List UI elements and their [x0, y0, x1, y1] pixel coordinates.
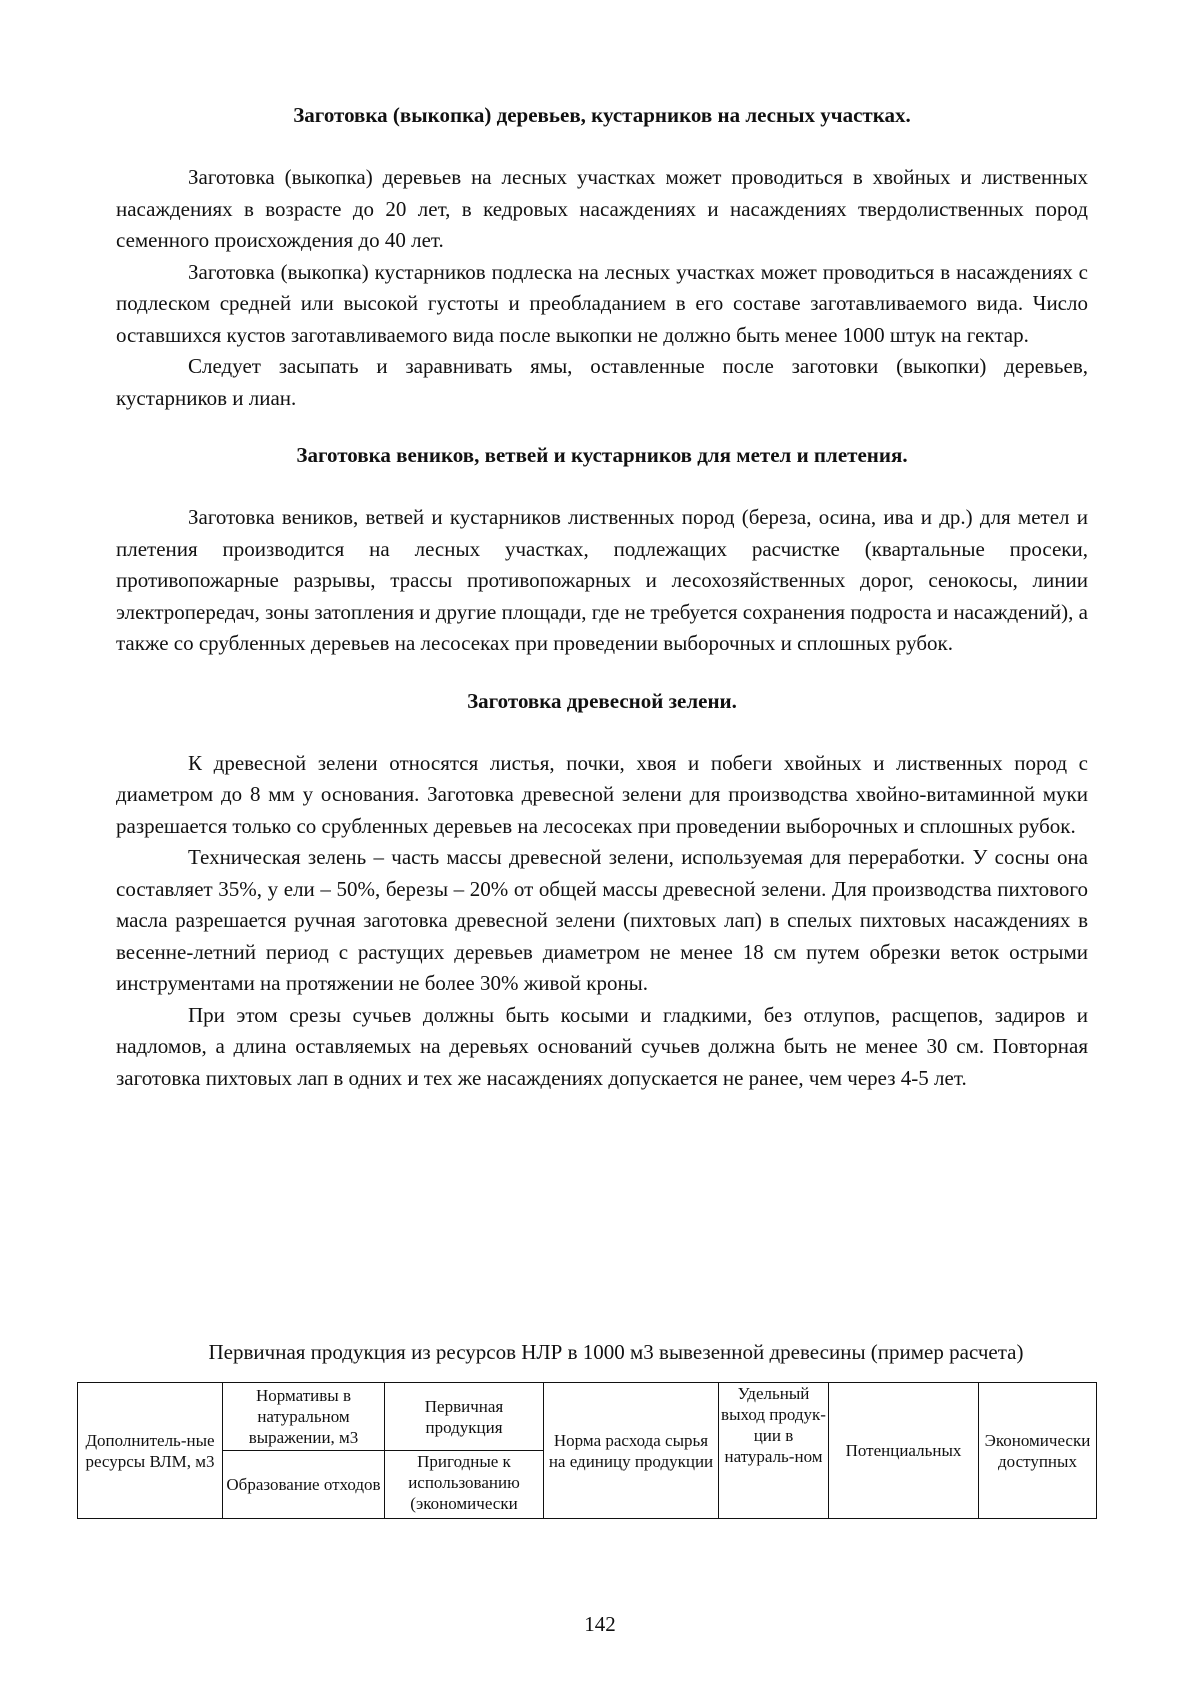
header-usable-text: Пригодные к использованию (экономически — [408, 1452, 520, 1513]
header-consumption-rate: Норма расхода сырья на единицу продукции — [544, 1383, 719, 1519]
header-waste-formation: Образование отходов — [223, 1451, 385, 1519]
section-heading-greenery: Заготовка древесной зелени. — [467, 688, 737, 713]
paragraph: Следует засыпать и заравнивать ямы, оставленные после заготовки (выкопки) деревьев, кустарников и лиан. — [116, 354, 1088, 410]
header-economically-available: Экономически доступных — [979, 1383, 1097, 1519]
paragraph: При этом срезы сучьев должны быть косыми и гладкими, без отлупов, расщепов, задиров и надломов, а длина оставляемых на деревьях оснований сучьев должна быть не менее 30 см. Повторная заготовка пихтовых лап в одних и тех же насаждениях допускается не ранее, чем через 4-5 лет. — [116, 1002, 1088, 1090]
paragraph: К древесной зелени относятся листья, почки, хвоя и побеги хвойных и лиственных пород с диаметром до 8 мм у основания. Заготовка древесной зелени для производства хвойно-витаминной муки разрешается только со срубленных деревьев на лесосеках при проведении выборочных и сплошных рубок. — [116, 750, 1088, 838]
paragraph: Заготовка (выкопка) деревьев на лесных участках может проводиться в хвойных и лиственных насаждениях в возрасте до 20 лет, в кедровых насаждениях и насаждениях твердолиственных пород семенного происхождения до 40 лет. — [116, 165, 1088, 252]
section-heading-tree-digging: Заготовка (выкопка) деревьев, кустарников на лесных участках. — [293, 103, 911, 127]
paragraph: Заготовка веников, ветвей и кустарников лиственных пород (береза, осина, ива и др.) для метел и плетения производится на лесных участках, подлежащих расчистке (квартальные просеки, противопожарные разрывы, трассы противопожарных и лесохозяйственных дорог, сенокосы, линии электропередач, зоны затопления и другие площади, где не требуется сохранения подроста и насаждений), а также со срубленных деревьев на лесосеках при проведении выборочных и сплошных рубок. — [116, 505, 1088, 655]
section-heading-brooms: Заготовка веников, ветвей и кустарников для метел и плетения. — [296, 443, 908, 467]
header-usable — [385, 1451, 544, 1519]
header-specific-yield-text: Удельный выход продук-ции в натураль-ном — [721, 1384, 826, 1466]
header-primary-product: Первичная продукция — [385, 1383, 544, 1451]
header-norms: Нормативы в натуральном выражении, м3 — [223, 1383, 385, 1451]
paragraph: Техническая зелень – часть массы древесной зелени, используемая для переработки. У сосны она составляет 35%, у ели – 50%, березы – 20% от общей массы древесной зелени. Для производства пихтового масла разрешается ручная заготовка древесной зелени (пихтовых лап) в спелых пихтовых насаждениях в весенне-летний период с растущих деревьев диаметром не менее 18 см путем обрезки веток острыми инструментами на протяжении не более 30% живой кроны. — [116, 845, 1088, 995]
paragraph: Заготовка (выкопка) кустарников подлеска на лесных участках может проводиться в насаждениях с подлеском средней или высокой густоты и преобладанием в его составе заготавливаемого вида. Число оставшихся кустов заготавливаемого вида после выкопки не должно быть менее 1000 штук на гектар. — [116, 259, 1088, 347]
resources-table — [77, 1382, 1097, 1519]
header-additional-resources: Дополнитель-ные ресурсы ВЛМ, м3 — [78, 1383, 223, 1519]
header-specific-yield — [719, 1383, 829, 1519]
table-caption: Первичная продукция из ресурсов НЛР в 1000 м3 вывезенной древесины (пример расчета) — [208, 1340, 1024, 1364]
page-number: 142 — [584, 1612, 616, 1636]
header-potential: Потенциальных — [829, 1383, 979, 1519]
document-body — [116, 100, 1088, 1094]
